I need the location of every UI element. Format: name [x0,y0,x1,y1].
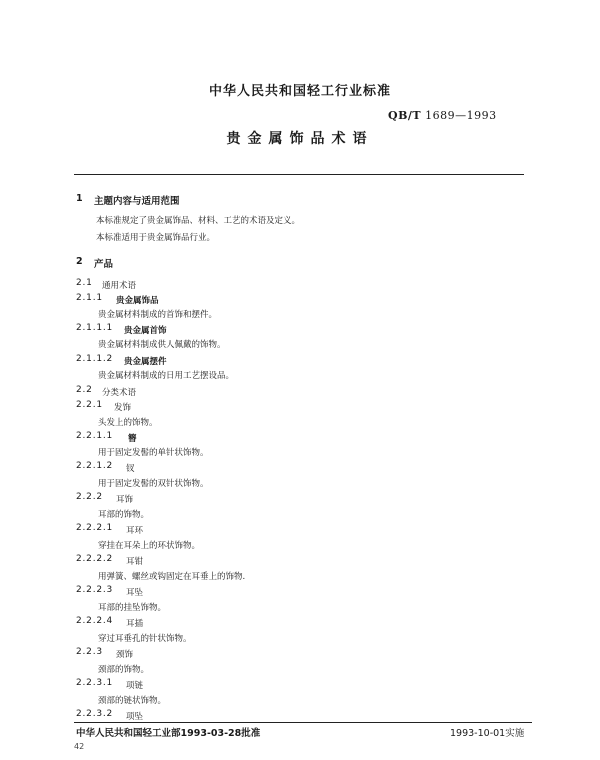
entry-definition: 贵金属材料制成供人佩戴的饰物。 [98,340,226,350]
entry-term: 项链 [126,681,144,691]
entry-number: 2.2.3.2 [76,709,114,719]
entry-definition: 颈部的饰物。 [98,665,150,675]
entry-number: 2.2.2.3 [76,585,114,595]
footer-divider [74,722,532,723]
entry-number: 2.2.3.1 [76,678,114,688]
section-2-number: 2 [76,256,83,267]
standard-number [388,109,497,122]
entry-term: 耳钳 [126,557,144,567]
entry-term: 贵金属首饰 [124,326,167,336]
standard-prefix: QB/T [388,109,422,122]
entry-number: 2.1.1.2 [76,354,114,364]
entry-term: 耳坠 [126,588,144,598]
document-title: 贵金属饰品术语 [226,131,374,147]
approval-line: 中华人民共和国轻工业部1993-03-28批准 [76,728,261,739]
entry-number: 2.2.1.1 [76,431,114,441]
entry-number: 2.2 [76,385,93,395]
entry-definition: 耳部的挂坠饰物。 [98,603,167,613]
entry-definition: 贵金属材料制成的首饰和摆件。 [98,310,218,320]
entry-definition: 头发上的饰物。 [98,418,158,428]
section-1-paragraph: 本标准适用于贵金属饰品行业。 [96,233,216,243]
entry-term: 通用术语 [102,281,137,291]
entry-definition: 颈部的链状饰物。 [98,696,167,706]
entry-number: 2.2.2.1 [76,523,114,533]
entry-definition: 穿挂在耳朵上的环状饰物。 [98,541,201,551]
entry-number: 2.2.3 [76,647,103,657]
entry-number: 2.2.1.2 [76,461,114,471]
entry-term: 颈饰 [116,650,134,660]
entry-term: 耳饰 [116,495,134,505]
entry-term: 贵金属摆件 [124,357,167,367]
entry-definition: 耳部的饰物。 [98,510,150,520]
entry-term: 耳插 [126,619,144,629]
entry-number: 2.2.1 [76,400,103,410]
entry-number: 2.2.2 [76,492,103,502]
entry-definition: 贵金属材料制成的日用工艺摆设品。 [98,371,235,381]
standard-code: 1689—1993 [425,109,497,122]
entry-definition: 用弹簧、螺丝或钩固定在耳垂上的饰物. [98,572,246,582]
entry-number: 2.1.1.1 [76,323,114,333]
entry-term: 耳环 [126,526,144,536]
entry-definition: 穿过耳垂孔的针状饰物。 [98,634,192,644]
section-1-number: 1 [76,193,83,204]
entry-term: 项坠 [126,712,144,722]
entry-term: 钗 [126,464,135,474]
header-divider [74,174,524,175]
implementation-date: 1993-10-01实施 [450,728,525,739]
entry-definition: 用于固定发髻的双针状饰物。 [98,479,209,489]
entry-term: 分类术语 [102,388,137,398]
entry-number: 2.1 [76,278,93,288]
entry-number: 2.2.2.4 [76,616,114,626]
page-number: 42 [74,742,85,751]
entry-term: 贵金属饰品 [116,296,159,306]
section-2-title: 产品 [94,259,114,270]
section-1-title: 主题内容与适用范围 [94,196,180,207]
entry-term: 发饰 [114,403,132,413]
entry-number: 2.2.2.2 [76,554,114,564]
issuing-organization: 中华人民共和国轻工行业标准 [208,84,391,99]
entry-number: 2.1.1 [76,293,103,303]
entry-term: 簪 [128,434,137,444]
entry-definition: 用于固定发髻的单针状饰物。 [98,448,209,458]
section-1-paragraph: 本标准规定了贵金属饰品、材料、工艺的术语及定义。 [96,216,301,226]
